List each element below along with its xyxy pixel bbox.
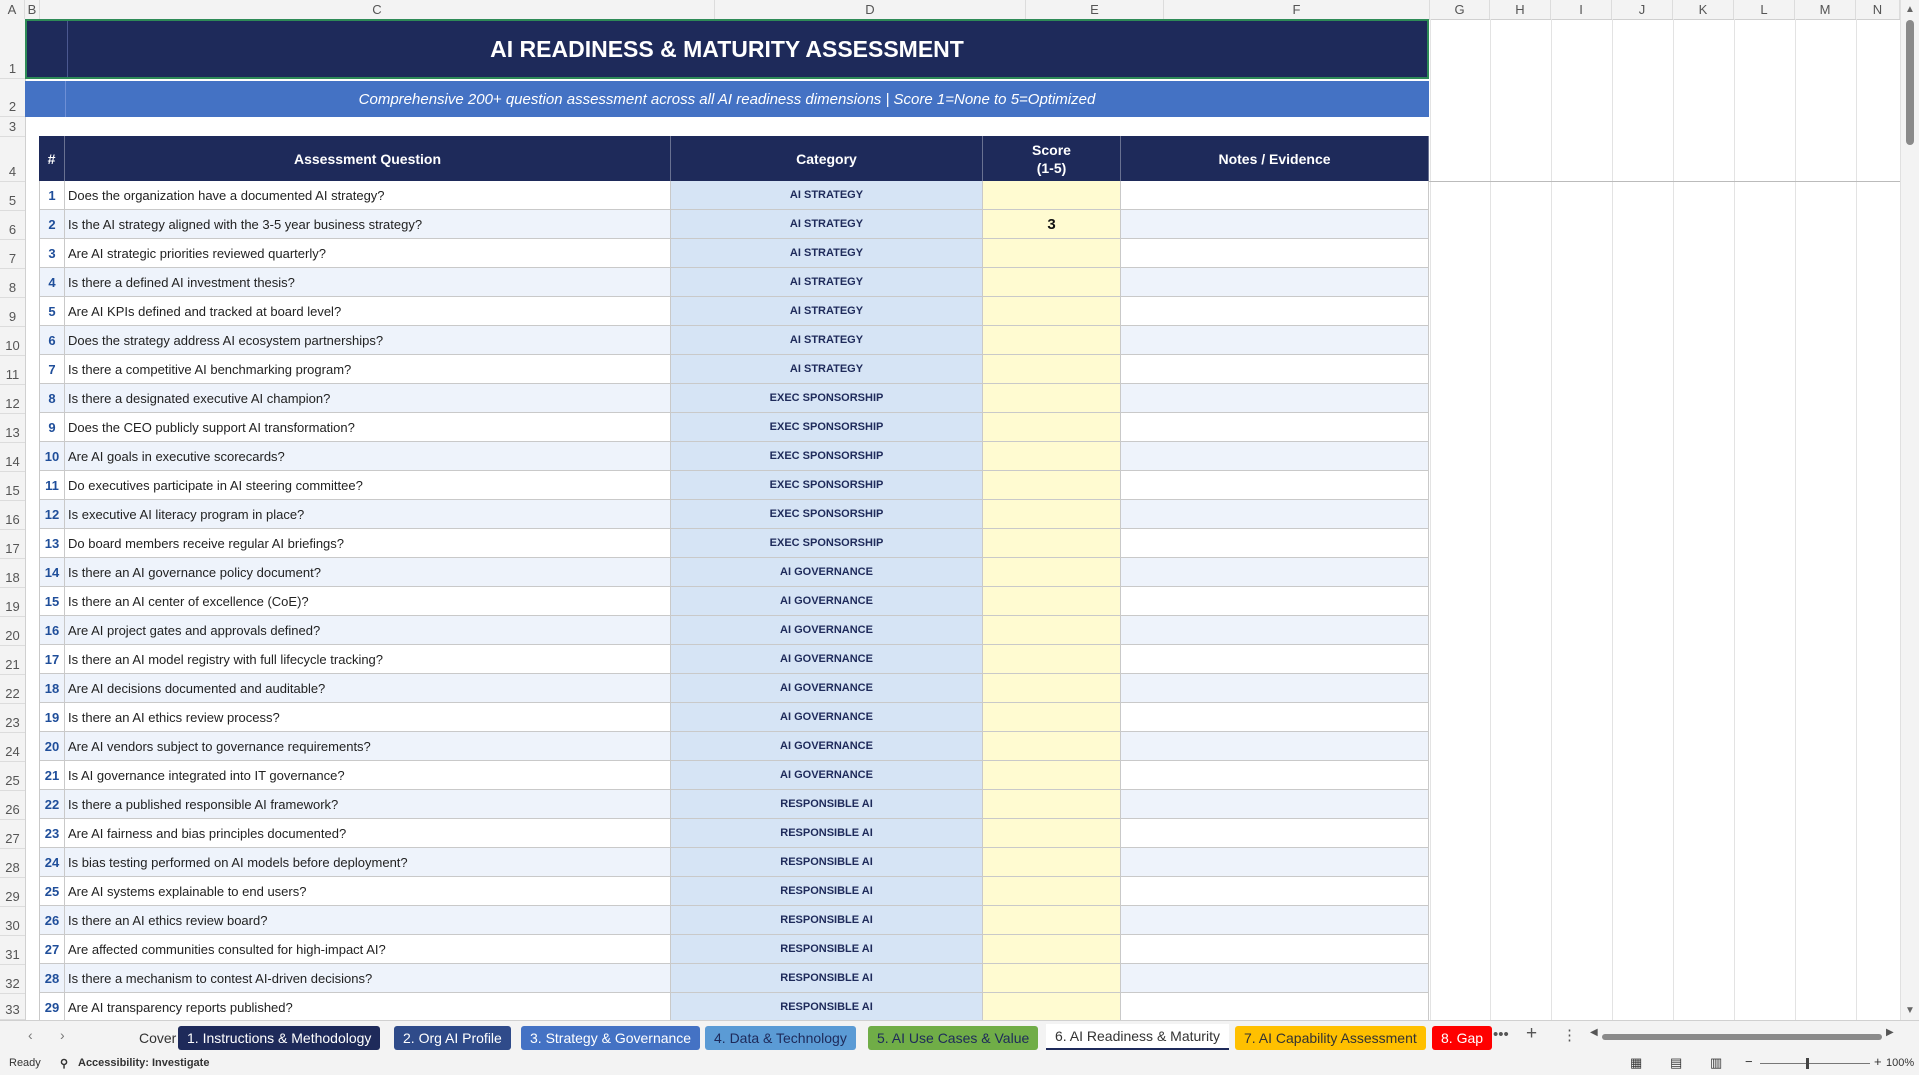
question-cell[interactable]: Is AI governance integrated into IT governance? [65,761,671,790]
column-header-bar [0,0,1900,20]
category-cell[interactable]: RESPONSIBLE AI [671,819,983,848]
category-cell[interactable]: EXEC SPONSORSHIP [671,442,983,471]
question-cell[interactable]: Is there a published responsible AI framework? [65,790,671,819]
row-header-31[interactable]: 31 [0,936,25,965]
notes-input[interactable] [1121,964,1429,993]
question-cell[interactable]: Are AI vendors subject to governance requirements? [65,732,671,761]
category-cell[interactable]: EXEC SPONSORSHIP [671,471,983,500]
table-row [39,703,1429,732]
notes-input[interactable] [1121,819,1429,848]
row-header-9[interactable]: 9 [0,298,25,327]
row-header-26[interactable]: 26 [0,791,25,820]
notes-input[interactable] [1121,848,1429,877]
row-header-7[interactable]: 7 [0,240,25,269]
table-row [39,935,1429,964]
table-row [39,442,1429,471]
category-cell[interactable]: AI STRATEGY [671,181,983,210]
question-cell[interactable]: Is there a designated executive AI champion? [65,384,671,413]
sheet-tab-1[interactable]: 1. Instructions & Methodology [178,1026,380,1050]
score-input[interactable] [983,819,1121,848]
category-cell[interactable]: RESPONSIBLE AI [671,848,983,877]
score-input[interactable] [983,355,1121,384]
notes-input[interactable] [1121,384,1429,413]
category-cell[interactable]: AI GOVERNANCE [671,761,983,790]
score-input[interactable] [983,645,1121,674]
question-cell[interactable]: Is executive AI literacy program in place? [65,500,671,529]
notes-input[interactable] [1121,732,1429,761]
category-cell[interactable]: AI STRATEGY [671,239,983,268]
notes-input[interactable] [1121,587,1429,616]
table-row [39,732,1429,761]
row-header-33[interactable]: 33 [0,994,25,1020]
question-cell[interactable]: Are AI strategic priorities reviewed quarterly? [65,239,671,268]
score-input[interactable] [983,877,1121,906]
column-header-a[interactable]: A [0,0,25,19]
row-header-29[interactable]: 29 [0,878,25,907]
question-cell[interactable]: Is bias testing performed on AI models before deployment? [65,848,671,877]
row-number-cell[interactable]: 26 [39,906,65,935]
sheet-subtitle[interactable] [25,81,1429,117]
row-header-32[interactable]: 32 [0,965,25,994]
sheet-tab-7[interactable]: 7. AI Capability Assessment [1235,1026,1426,1050]
table-row [39,529,1429,558]
score-input[interactable]: 3 [983,210,1121,239]
table-row [39,239,1429,268]
hscroll-left-icon[interactable]: ◀ [1590,1027,1598,1038]
notes-input[interactable] [1121,471,1429,500]
tab-scroll-right-icon[interactable]: › [60,1027,65,1043]
question-cell[interactable]: Is there an AI ethics review board? [65,906,671,935]
category-cell[interactable]: RESPONSIBLE AI [671,877,983,906]
more-tabs-icon[interactable]: ••• [1493,1026,1509,1043]
sheet-tab-3[interactable]: 3. Strategy & Governance [521,1026,700,1050]
row-header-22[interactable]: 22 [0,675,25,704]
score-input[interactable] [983,326,1121,355]
sheet-subtitle-text: Comprehensive 200+ question assessment across all AI readiness dimensions | Score 1=None to 5=Optimized [358,90,1096,108]
column-header-e[interactable]: E [1026,0,1164,19]
notes-input[interactable] [1121,674,1429,703]
score-input[interactable] [983,268,1121,297]
question-cell[interactable]: Is there an AI center of excellence (CoE)? [65,587,671,616]
notes-input[interactable] [1121,616,1429,645]
row-number-cell[interactable]: 17 [39,645,65,674]
question-cell[interactable]: Are affected communities consulted for high-impact AI? [65,935,671,964]
sheet-title-text: AI READINESS & MATURITY ASSESSMENT [490,35,964,62]
score-input[interactable] [983,761,1121,790]
question-cell[interactable]: Do executives participate in AI steering committee? [65,471,671,500]
row-number-cell[interactable]: 29 [39,993,65,1020]
score-input[interactable] [983,529,1121,558]
row-number-cell[interactable]: 5 [39,297,65,326]
zoom-level[interactable]: 100% [1886,1057,1915,1069]
score-input[interactable] [983,239,1121,268]
row-header-3[interactable]: 3 [0,117,25,137]
row-header-20[interactable]: 20 [0,617,25,646]
table-header-notes: Notes / Evidence [1121,136,1429,181]
category-cell[interactable]: RESPONSIBLE AI [671,964,983,993]
row-number-cell[interactable]: 21 [39,761,65,790]
row-header-1[interactable]: 1 [0,19,25,79]
row-number-cell[interactable]: 11 [39,471,65,500]
table-row [39,674,1429,703]
column-header-f[interactable]: F [1164,0,1430,19]
category-cell[interactable]: EXEC SPONSORSHIP [671,384,983,413]
column-header-m[interactable]: M [1795,0,1856,19]
sheet-grid[interactable] [25,19,1900,1020]
question-cell[interactable]: Is there an AI model registry with full lifecycle tracking? [65,645,671,674]
table-header-num: # [39,136,65,181]
zoom-slider[interactable] [1760,1063,1870,1064]
notes-input[interactable] [1121,761,1429,790]
row-header-15[interactable]: 15 [0,472,25,501]
hscroll-right-icon[interactable]: ▶ [1886,1027,1894,1038]
category-cell[interactable]: EXEC SPONSORSHIP [671,413,983,442]
row-number-cell[interactable]: 14 [39,558,65,587]
gridline [1856,19,1857,1020]
row-number-cell[interactable]: 25 [39,877,65,906]
row-header-12[interactable]: 12 [0,385,25,414]
gridline [1795,19,1796,1020]
row-number-cell[interactable]: 12 [39,500,65,529]
notes-input[interactable] [1121,413,1429,442]
row-header-24[interactable]: 24 [0,733,25,762]
row-header-8[interactable]: 8 [0,269,25,298]
row-number-cell[interactable]: 8 [39,384,65,413]
score-input[interactable] [983,674,1121,703]
question-cell[interactable]: Is there a competitive AI benchmarking program? [65,355,671,384]
column-header-b[interactable]: B [25,0,40,19]
table-row [39,210,1429,239]
category-cell[interactable]: RESPONSIBLE AI [671,790,983,819]
question-cell[interactable]: Is there a defined AI investment thesis? [65,268,671,297]
row-number-cell[interactable]: 7 [39,355,65,384]
question-cell[interactable]: Do board members receive regular AI briefings? [65,529,671,558]
row-header-19[interactable]: 19 [0,588,25,617]
table-row [39,297,1429,326]
notes-input[interactable] [1121,500,1429,529]
row-number-cell[interactable]: 20 [39,732,65,761]
row-header-14[interactable]: 14 [0,443,25,472]
table-row [39,471,1429,500]
notes-input[interactable] [1121,558,1429,587]
row-header-10[interactable]: 10 [0,327,25,356]
score-input[interactable] [983,181,1121,210]
notes-input[interactable] [1121,993,1429,1020]
sheet-tab-2[interactable]: 2. Org AI Profile [394,1026,511,1050]
table-row [39,790,1429,819]
row-number-cell[interactable]: 4 [39,268,65,297]
table-row [39,558,1429,587]
row-number-cell[interactable]: 1 [39,181,65,210]
notes-input[interactable] [1121,181,1429,210]
table-row [39,268,1429,297]
category-cell[interactable]: AI STRATEGY [671,326,983,355]
row-number-cell[interactable]: 2 [39,210,65,239]
score-input[interactable] [983,935,1121,964]
column-header-c[interactable]: C [40,0,715,19]
row-header-21[interactable]: 21 [0,646,25,675]
table-row [39,964,1429,993]
category-cell[interactable]: RESPONSIBLE AI [671,935,983,964]
table-row [39,413,1429,442]
notes-input[interactable] [1121,935,1429,964]
column-header-h[interactable]: H [1490,0,1551,19]
table-row [39,384,1429,413]
category-cell[interactable]: AI GOVERNANCE [671,558,983,587]
category-cell[interactable]: AI GOVERNANCE [671,732,983,761]
score-input[interactable] [983,906,1121,935]
row-header-27[interactable]: 27 [0,820,25,849]
row-number-cell[interactable]: 18 [39,674,65,703]
table-row [39,181,1429,210]
row-number-cell[interactable]: 9 [39,413,65,442]
question-cell[interactable]: Does the CEO publicly support AI transformation? [65,413,671,442]
notes-input[interactable] [1121,906,1429,935]
question-cell[interactable]: Are AI decisions documented and auditable? [65,674,671,703]
gridline [1612,19,1613,1020]
table-row [39,819,1429,848]
question-cell[interactable]: Are AI KPIs defined and tracked at board level? [65,297,671,326]
score-input[interactable] [983,732,1121,761]
row-number-cell[interactable]: 3 [39,239,65,268]
vertical-scroll-thumb[interactable] [1906,20,1914,145]
notes-input[interactable] [1121,326,1429,355]
category-cell[interactable]: EXEC SPONSORSHIP [671,529,983,558]
question-cell[interactable]: Are AI systems explainable to end users? [65,877,671,906]
table-header-score: Score (1-5) [983,136,1121,181]
row-number-cell[interactable]: 13 [39,529,65,558]
subtitle-left-cell [25,81,66,117]
question-cell[interactable]: Is there a mechanism to contest AI-driven decisions? [65,964,671,993]
score-input[interactable] [983,703,1121,732]
notes-input[interactable] [1121,239,1429,268]
column-header-n[interactable]: N [1856,0,1900,19]
question-cell[interactable]: Are AI goals in executive scorecards? [65,442,671,471]
sheet-tab-4[interactable]: 4. Data & Technology [705,1026,856,1050]
gridline [1734,19,1735,1020]
category-cell[interactable]: AI STRATEGY [671,268,983,297]
table-row [39,848,1429,877]
gridline [1429,181,1900,182]
notes-input[interactable] [1121,877,1429,906]
gridline [1673,19,1674,1020]
category-cell[interactable]: AI GOVERNANCE [671,587,983,616]
table-row [39,645,1429,674]
question-cell[interactable]: Does the strategy address AI ecosystem partnerships? [65,326,671,355]
status-ready: Ready [9,1057,41,1069]
row-number-cell[interactable]: 19 [39,703,65,732]
row-header-2[interactable]: 2 [0,79,25,117]
column-header-j[interactable]: J [1612,0,1673,19]
zoom-slider-thumb[interactable] [1806,1058,1809,1069]
score-input[interactable] [983,587,1121,616]
row-header-13[interactable]: 13 [0,414,25,443]
title-left-cell [27,21,68,77]
row-header-11[interactable]: 11 [0,356,25,385]
row-header-23[interactable]: 23 [0,704,25,733]
column-header-k[interactable]: K [1673,0,1734,19]
vertical-scrollbar[interactable] [1900,0,1919,1020]
sheet-tab-5[interactable]: 5. AI Use Cases & Value [868,1026,1038,1050]
column-header-i[interactable]: I [1551,0,1612,19]
notes-input[interactable] [1121,210,1429,239]
category-cell[interactable]: AI GOVERNANCE [671,674,983,703]
score-input[interactable] [983,471,1121,500]
row-header-17[interactable]: 17 [0,530,25,559]
notes-input[interactable] [1121,790,1429,819]
question-cell[interactable]: Does the organization have a documented AI strategy? [65,181,671,210]
gridline [1490,19,1491,1020]
notes-input[interactable] [1121,442,1429,471]
question-cell[interactable]: Is the AI strategy aligned with the 3-5 year business strategy? [65,210,671,239]
row-number-cell[interactable]: 28 [39,964,65,993]
question-cell[interactable]: Is there an AI governance policy document? [65,558,671,587]
row-number-cell[interactable]: 16 [39,616,65,645]
score-input[interactable] [983,297,1121,326]
category-cell[interactable]: AI STRATEGY [671,297,983,326]
add-sheet-icon[interactable]: + [1526,1023,1538,1044]
scroll-down-icon[interactable]: ▼ [1905,1005,1915,1016]
gridline [1430,19,1431,1020]
table-row [39,500,1429,529]
tab-options-icon[interactable]: ⋮ [1562,1027,1577,1044]
accessibility-status[interactable]: Accessibility: Investigate [78,1057,210,1069]
zoom-in-icon[interactable]: + [1874,1054,1882,1069]
notes-input[interactable] [1121,703,1429,732]
category-cell[interactable]: AI GOVERNANCE [671,703,983,732]
table-row [39,993,1429,1020]
row-header-16[interactable]: 16 [0,501,25,530]
sheet-tab-cover[interactable]: Cover [139,1030,177,1046]
row-header-18[interactable]: 18 [0,559,25,588]
notes-input[interactable] [1121,645,1429,674]
score-input[interactable] [983,790,1121,819]
score-input[interactable] [983,848,1121,877]
sheet-tab-6[interactable]: 6. AI Readiness & Maturity [1046,1024,1229,1050]
table-header-category: Category [671,136,983,181]
category-cell[interactable]: AI GOVERNANCE [671,616,983,645]
notes-input[interactable] [1121,297,1429,326]
horizontal-scrollbar[interactable] [1590,1029,1895,1043]
row-header-28[interactable]: 28 [0,849,25,878]
sheet-title[interactable] [25,19,1429,79]
horizontal-scroll-thumb[interactable] [1602,1034,1882,1040]
score-input[interactable] [983,413,1121,442]
tab-scroll-left-icon[interactable]: ‹ [28,1027,33,1043]
question-cell[interactable]: Is there an AI ethics review process? [65,703,671,732]
column-header-g[interactable]: G [1430,0,1490,19]
column-header-d[interactable]: D [715,0,1026,19]
category-cell[interactable]: RESPONSIBLE AI [671,993,983,1020]
accessibility-icon[interactable]: ⚲ [60,1058,69,1070]
category-cell[interactable]: RESPONSIBLE AI [671,906,983,935]
table-row [39,616,1429,645]
column-header-l[interactable]: L [1734,0,1795,19]
row-header-4[interactable]: 4 [0,137,25,182]
normal-view-icon[interactable]: ▦ [1630,1055,1643,1070]
table-row [39,587,1429,616]
row-number-cell[interactable]: 24 [39,848,65,877]
table-row [39,355,1429,384]
row-header-25[interactable]: 25 [0,762,25,791]
sheet-tab-bar [0,1020,1919,1054]
notes-input[interactable] [1121,529,1429,558]
zoom-out-icon[interactable]: − [1745,1054,1753,1069]
row-number-cell[interactable]: 6 [39,326,65,355]
question-cell[interactable]: Are AI transparency reports published? [65,993,671,1020]
table-header-question: Assessment Question [65,136,671,181]
category-cell[interactable]: EXEC SPONSORSHIP [671,500,983,529]
notes-input[interactable] [1121,355,1429,384]
question-cell[interactable]: Are AI project gates and approvals defined? [65,616,671,645]
question-cell[interactable]: Are AI fairness and bias principles documented? [65,819,671,848]
scroll-up-icon[interactable]: ▲ [1905,4,1915,15]
row-header-30[interactable]: 30 [0,907,25,936]
row-number-cell[interactable]: 15 [39,587,65,616]
row-number-cell[interactable]: 23 [39,819,65,848]
sheet-tab-8[interactable]: 8. Gap [1432,1026,1492,1050]
notes-input[interactable] [1121,268,1429,297]
score-input[interactable] [983,964,1121,993]
page-break-icon[interactable]: ▥ [1710,1055,1723,1070]
table-row [39,761,1429,790]
status-bar [0,1053,1919,1075]
gridline [1551,19,1552,1020]
row-number-cell[interactable]: 27 [39,935,65,964]
page-layout-icon[interactable]: ▤ [1670,1055,1683,1070]
score-input[interactable] [983,384,1121,413]
table-row [39,906,1429,935]
score-input[interactable] [983,442,1121,471]
table-row [39,326,1429,355]
score-input[interactable] [983,500,1121,529]
category-cell[interactable]: AI STRATEGY [671,355,983,384]
row-number-cell[interactable]: 10 [39,442,65,471]
table-row [39,877,1429,906]
score-input[interactable] [983,993,1121,1020]
row-header-6[interactable]: 6 [0,211,25,240]
score-input[interactable] [983,616,1121,645]
score-input[interactable] [983,558,1121,587]
category-cell[interactable]: AI GOVERNANCE [671,645,983,674]
row-header-5[interactable]: 5 [0,182,25,211]
category-cell[interactable]: AI STRATEGY [671,210,983,239]
row-number-cell[interactable]: 22 [39,790,65,819]
